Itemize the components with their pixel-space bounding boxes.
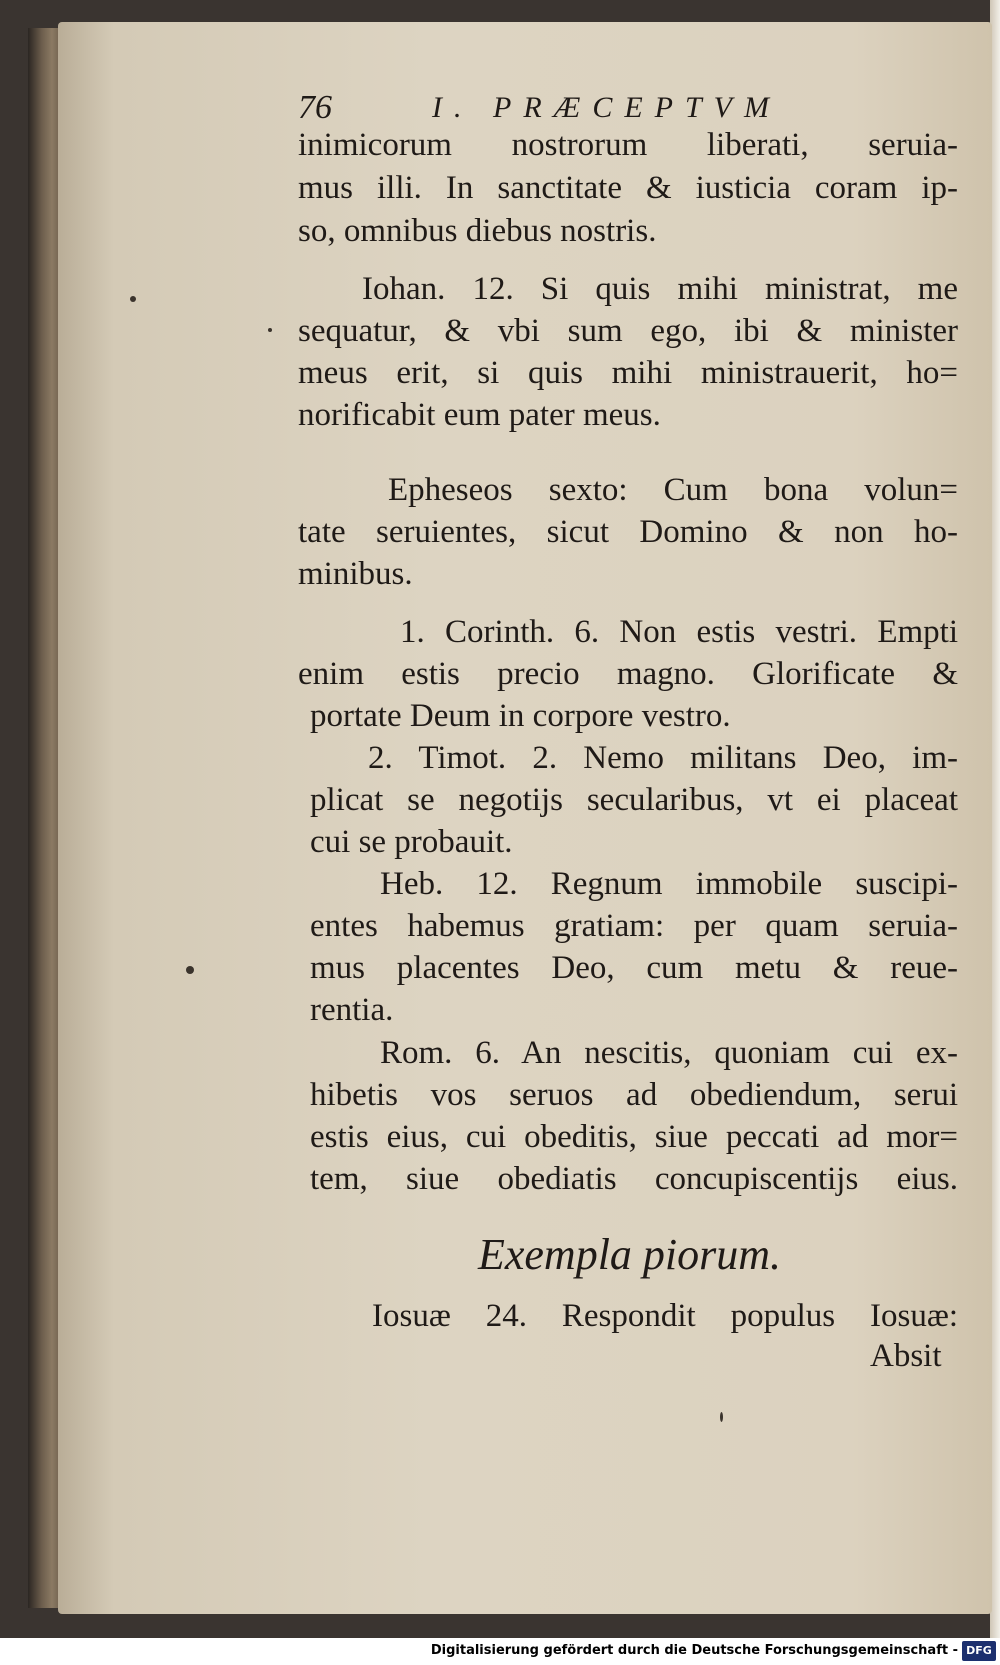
section-heading: Exempla piorum. [478, 1230, 782, 1279]
text-line: estis eius, cui obeditis, siue peccati ad mor= [310, 1119, 958, 1155]
text-line: meus erit, si quis mihi ministrauerit, ho= [298, 355, 958, 391]
page-number: 76 [298, 89, 332, 126]
catchword: Absit [870, 1338, 942, 1374]
text-line: Iohan. 12. Si quis mihi ministrat, me [362, 271, 958, 307]
text-line: Rom. 6. An nescitis, quoniam cui ex- [380, 1035, 958, 1071]
text-line: Iosuæ 24. Respondit populus Iosuæ: [372, 1298, 958, 1334]
text-line: so, omnibus diebus nostris. [298, 213, 657, 249]
page-speck [268, 328, 272, 332]
text-line: portate Deum in corpore vestro. [310, 698, 731, 734]
page-speck [720, 1412, 723, 1422]
text-line: mus illi. In sanctitate & iusticia coram ip- [298, 170, 958, 206]
text-line: Epheseos sexto: Cum bona volun= [388, 472, 958, 508]
text-line: norificabit eum pater meus. [298, 397, 661, 433]
text-line: rentia. [310, 992, 394, 1028]
text-line: plicat se negotijs secularibus, vt ei placeat [310, 782, 958, 818]
page-speck [130, 296, 136, 302]
text-line: 2. Timot. 2. Nemo militans Deo, im- [368, 740, 958, 776]
text-line: sequatur, & vbi sum ego, ibi & minister [298, 313, 958, 349]
text-line: cui se probauit. [310, 824, 513, 860]
text-line: Heb. 12. Regnum immobile suscipi- [380, 866, 958, 902]
page-speck [186, 966, 194, 974]
footer-credit: Digitalisierung gefördert durch die Deutsche Forschungsgemeinschaft - [430, 1643, 958, 1658]
text-line: mus placentes Deo, cum metu & reue- [310, 950, 958, 986]
text-line: minibus. [298, 556, 413, 592]
text-line: hibetis vos seruos ad obediendum, serui [310, 1077, 958, 1113]
text-line: inimicorum nostrorum liberati, seruia- [298, 127, 958, 163]
text-line: tate seruientes, sicut Domino & non ho- [298, 514, 958, 550]
dfg-logo: DFG [962, 1641, 996, 1661]
text-line: entes habemus gratiam: per quam seruia- [310, 908, 958, 944]
text-line: 1. Corinth. 6. Non estis vestri. Empti [400, 614, 958, 650]
text-line: tem, siue obediatis concupiscentijs eius. [310, 1161, 958, 1197]
running-title: I. PRÆCEPTVM [432, 91, 781, 124]
footer-bar [0, 1638, 1000, 1665]
text-line: enim estis precio magno. Glorificate & [298, 656, 958, 692]
